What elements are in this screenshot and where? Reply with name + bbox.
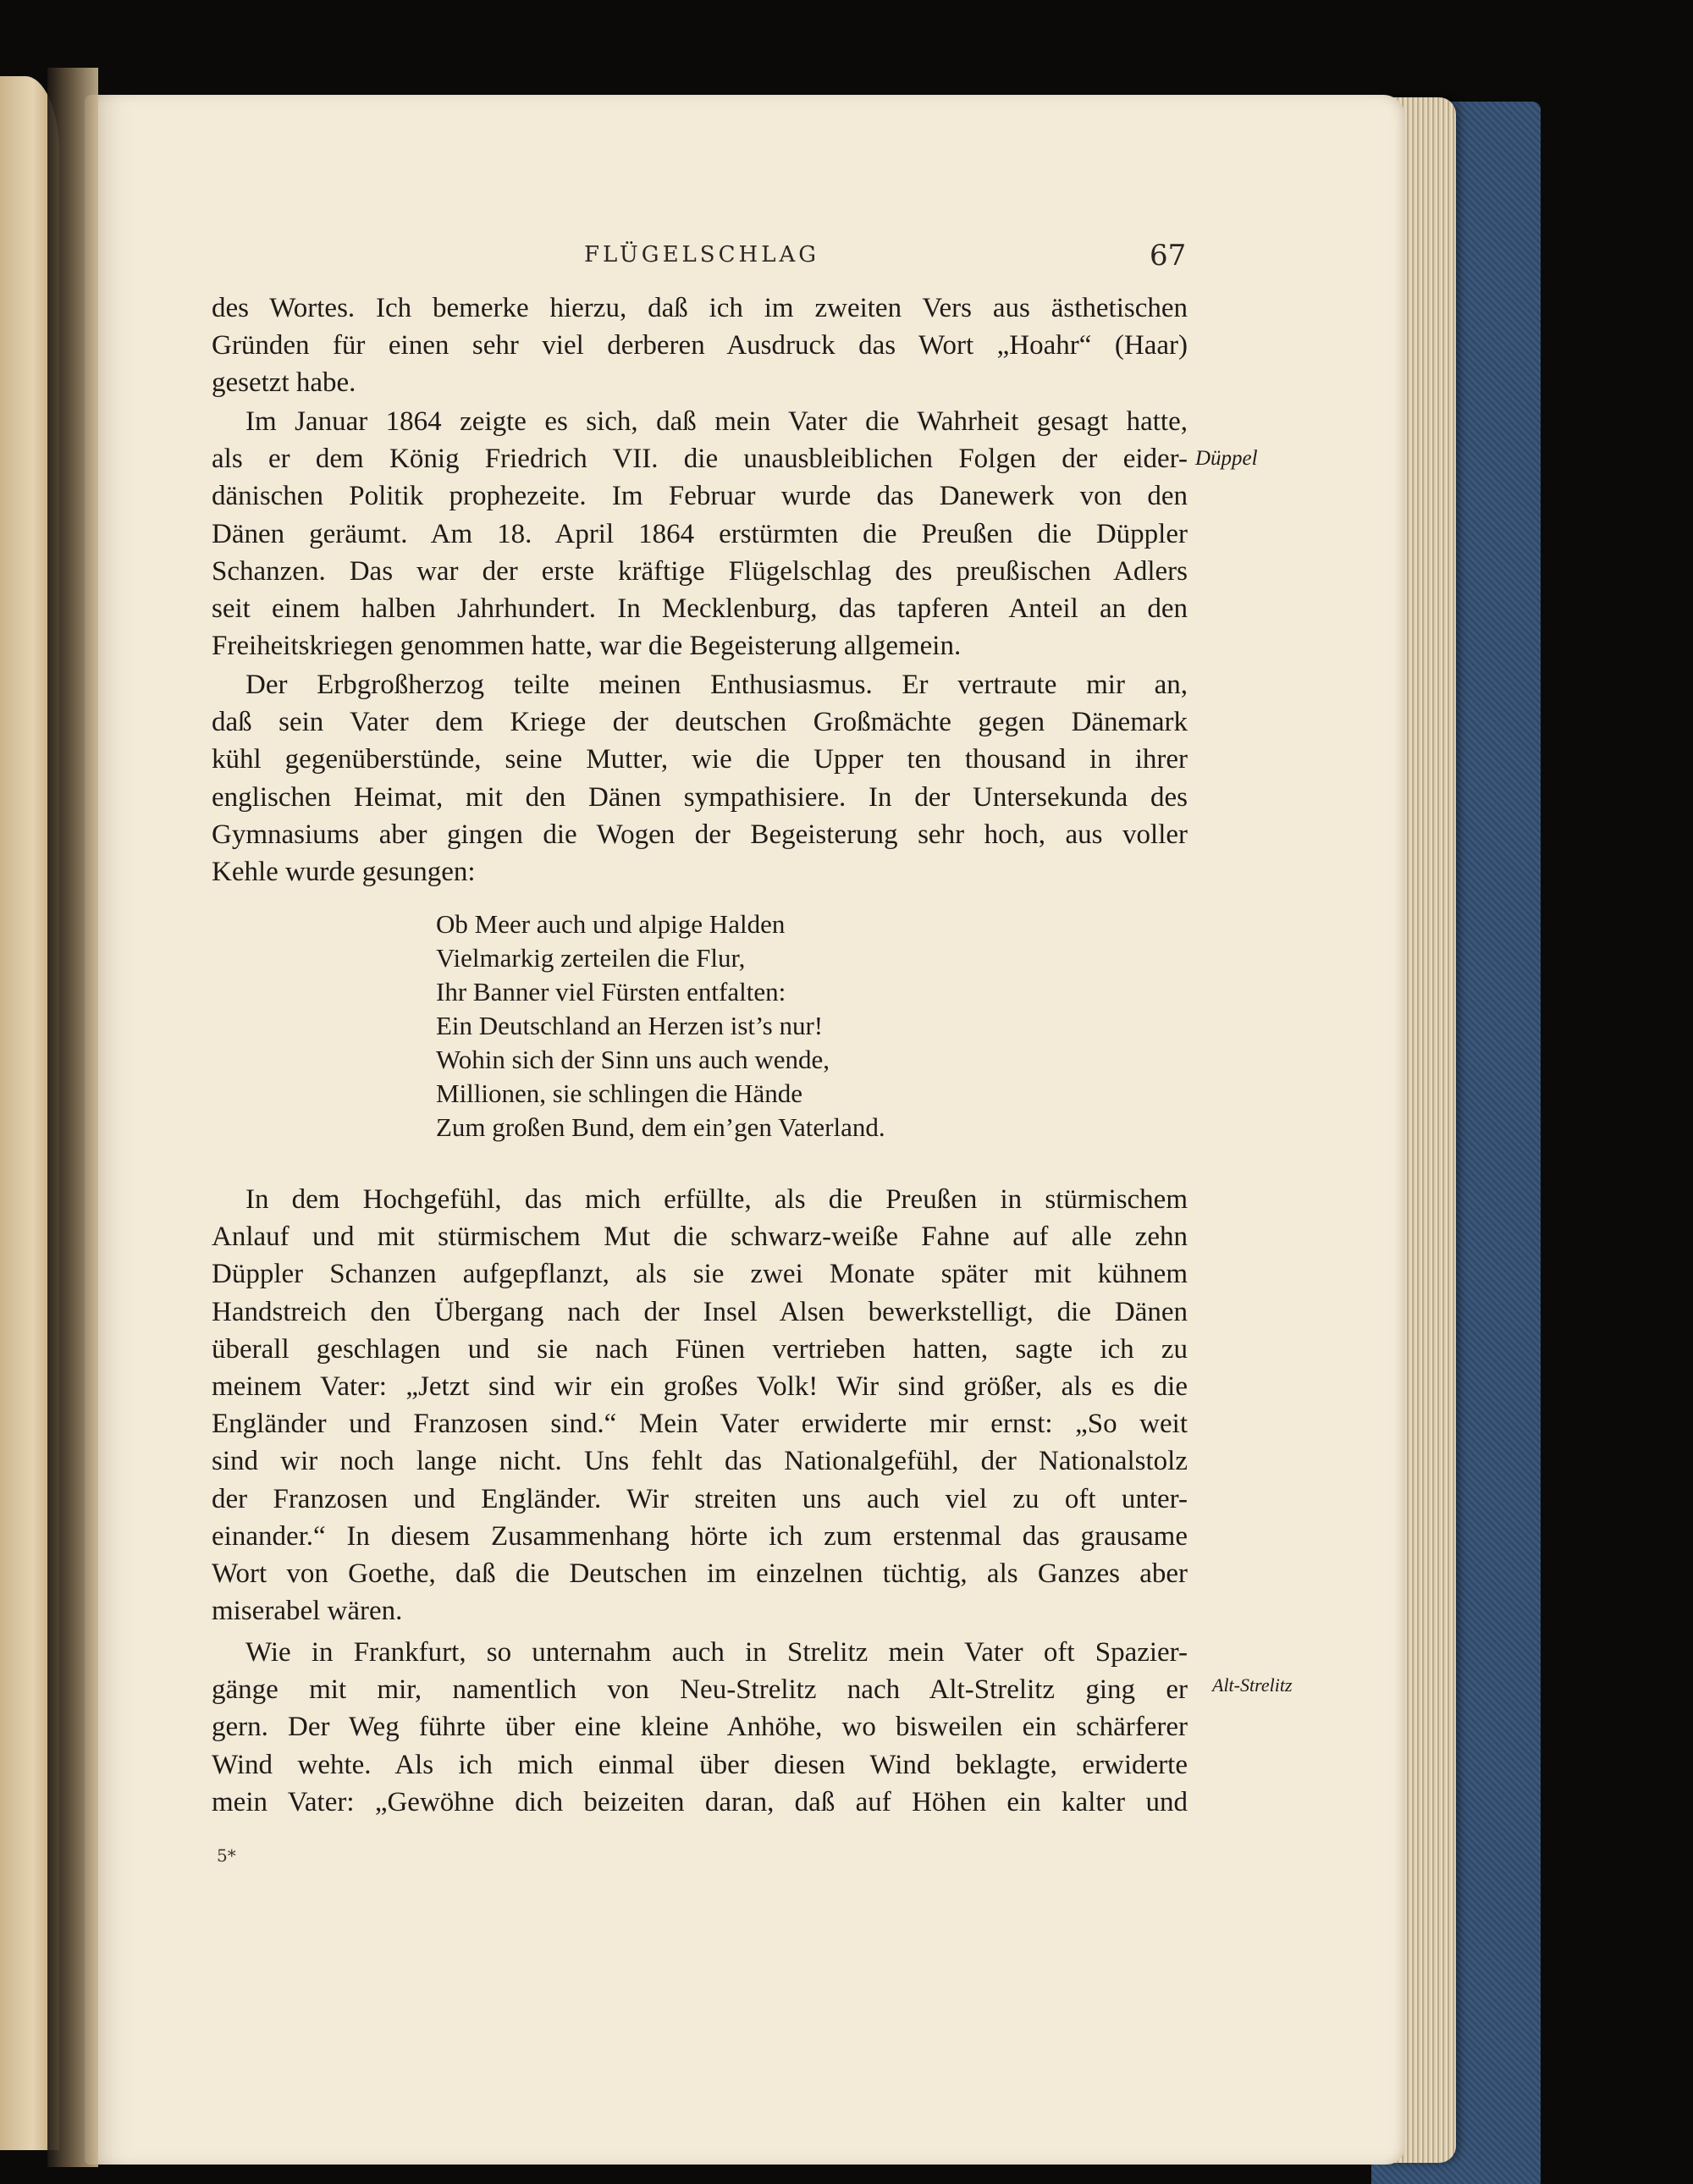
printer-signature: 5* — [217, 1845, 236, 1866]
verse-line: Wohin sich der Sinn uns auch wende, — [436, 1045, 830, 1074]
running-head: FLÜGELSCHLAG — [584, 242, 820, 267]
paragraph-3 — [212, 666, 1188, 891]
text-line: Der Erbgroßherzog teilte meinen Enthusiasmus. Er vertraute mir an, — [245, 670, 1188, 700]
verse-line: Vielmarkig zerteilen die Flur, — [436, 943, 746, 973]
paragraph-4 — [212, 1181, 1188, 1630]
text-line: gern. Der Weg führte über eine kleine Anhöhe, wo bisweilen ein schärferer — [212, 1712, 1188, 1743]
book-gutter — [47, 68, 98, 2167]
text-line: gänge mit mir, namentlich von Neu-Strelitz nach Alt-Strelitz ging er — [212, 1674, 1188, 1706]
text-line: gesetzt habe. — [212, 367, 356, 399]
paragraph-2 — [212, 403, 1188, 665]
verse-line: Ihr Banner viel Fürsten entfalten: — [436, 977, 786, 1007]
text-line: Anlauf und mit stürmischem Mut die schwarz-weiße Fahne auf alle zehn — [212, 1222, 1188, 1253]
text-line: sind wir noch lange nicht. Uns fehlt das Nationalgefühl, der Nationalstolz — [212, 1446, 1188, 1477]
text-line: der Franzosen und Engländer. Wir streiten uns auch viel zu oft unter- — [212, 1483, 1188, 1514]
text-line: Engländer und Franzosen sind.“ Mein Vater erwiderte mir ernst: „So weit — [212, 1409, 1188, 1440]
text-line: einander.“ In diesem Zusammenhang hörte ich zum erstenmal das grausame — [212, 1520, 1188, 1552]
paragraph-5 — [212, 1634, 1188, 1821]
text-line: Kehle wurde gesungen: — [212, 856, 476, 887]
text-line: Gymnasiums aber gingen die Wogen der Begeisterung sehr hoch, aus voller — [212, 819, 1188, 850]
text-line: dänischen Politik prophezeite. Im Februar wurde das Danewerk von den — [212, 481, 1188, 512]
verse-line: Ein Deutschland an Herzen ist’s nur! — [436, 1011, 824, 1040]
text-line: Wind wehte. Als ich mich einmal über diesen Wind beklagte, erwiderte — [212, 1749, 1188, 1780]
text-line: Wie in Frankfurt, so unternahm auch in Strelitz mein Vater oft Spazier- — [245, 1637, 1188, 1668]
text-line: daß sein Vater dem Kriege der deutschen Großmächte gegen Dänemark — [212, 707, 1188, 738]
text-line: seit einem halben Jahrhundert. In Mecklenburg, das tapferen Anteil an den — [212, 593, 1188, 624]
text-line: überall geschlagen und sie nach Fünen vertrieben hatten, sagte ich zu — [212, 1333, 1188, 1365]
verse-line: Ob Meer auch und alpige Halden — [436, 909, 786, 939]
page-number: 67 — [1150, 239, 1187, 273]
text-line: meinem Vater: „Jetzt sind wir ein großes Volk! Wir sind größer, als es die — [212, 1371, 1188, 1402]
verse-line: Zum großen Bund, dem ein’gen Vaterland. — [436, 1112, 885, 1142]
text-line: In dem Hochgefühl, das mich erfüllte, als die Preußen in stürmischem — [245, 1184, 1188, 1215]
text-line: Wort von Goethe, daß die Deutschen im einzelnen tüchtig, als Ganzes aber — [212, 1558, 1188, 1589]
text-line: Im Januar 1864 zeigte es sich, daß mein Vater die Wahrheit gesagt hatte, — [245, 406, 1188, 437]
text-line: Dänen geräumt. Am 18. April 1864 erstürmten die Preußen die Düppler — [212, 518, 1188, 549]
text-line: Freiheitskriegen genommen hatte, war die Begeisterung allgemein. — [212, 631, 962, 662]
paragraph-1 — [212, 290, 1188, 402]
text-line: Gründen für einen sehr viel derberen Ausdruck das Wort „Hoahr“ (Haar) — [212, 330, 1188, 361]
margin-note-dueppel: Düppel — [1195, 447, 1258, 470]
text-line: mein Vater: „Gewöhne dich beizeiten daran, daß auf Höhen ein kalter und — [212, 1786, 1188, 1817]
text-line: englischen Heimat, mit den Dänen sympathisiere. In der Untersekunda des — [212, 781, 1188, 813]
text-line: Düppler Schanzen aufgepflanzt, als sie zwei Monate später mit kühnem — [212, 1259, 1188, 1290]
text-line: des Wortes. Ich bemerke hierzu, daß ich im zweiten Vers aus ästhetischen — [212, 293, 1188, 323]
text-line: Handstreich den Übergang nach der Insel Alsen bewerkstelligt, die Dänen — [212, 1296, 1188, 1327]
text-line: miserabel wären. — [212, 1596, 403, 1627]
text-line: Schanzen. Das war der erste kräftige Flügelschlag des preußischen Adlers — [212, 555, 1188, 587]
text-line: kühl gegenüberstünde, seine Mutter, wie die Upper ten thousand in ihrer — [212, 744, 1188, 775]
margin-note-alt-strelitz: Alt-Strelitz — [1212, 1674, 1293, 1696]
verse-line: Millionen, sie schlingen die Hände — [436, 1078, 803, 1108]
text-line: als er dem König Friedrich VII. die unausbleiblichen Folgen der eider- — [212, 444, 1188, 475]
verse-block — [436, 907, 1113, 1144]
